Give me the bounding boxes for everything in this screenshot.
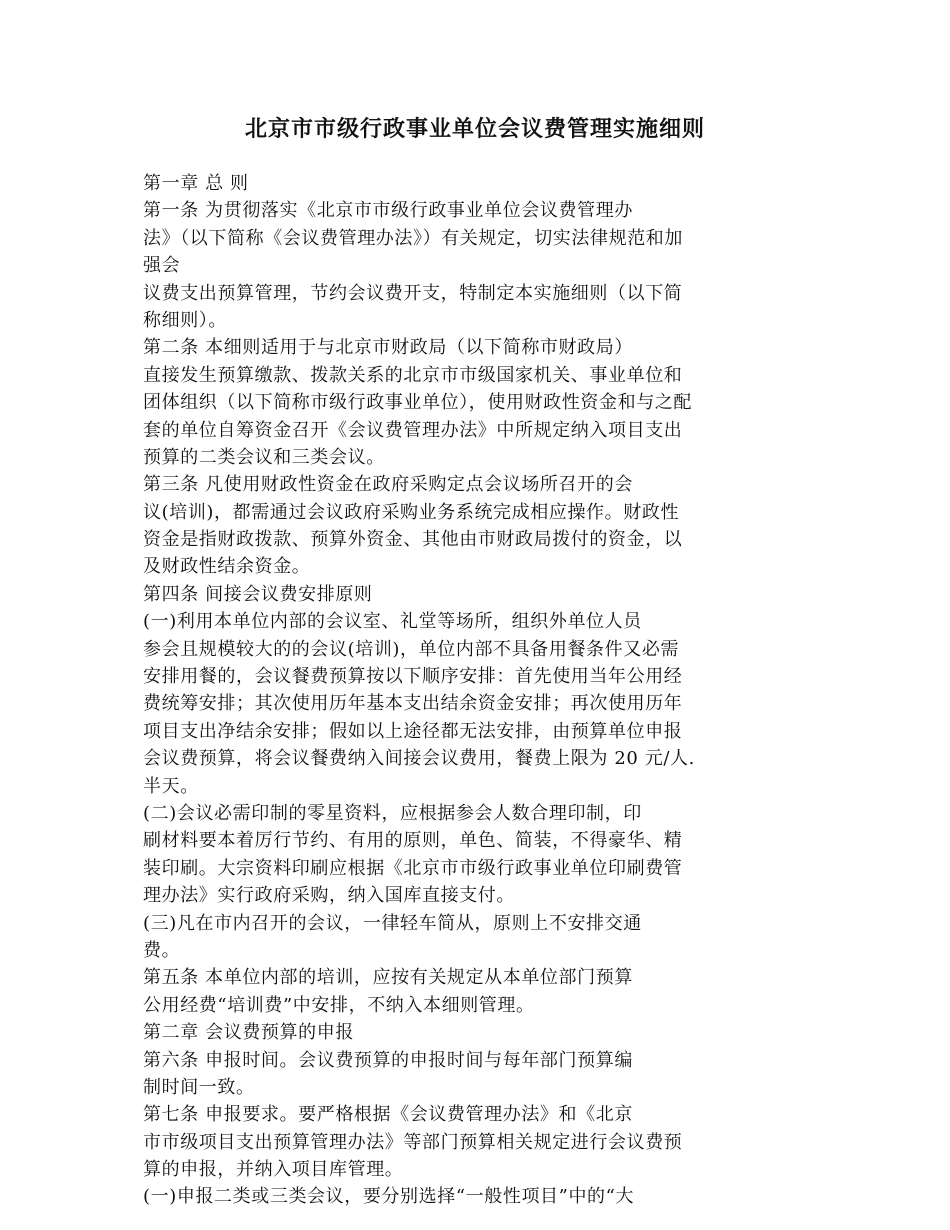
body-line: 装印刷。大宗资料印刷应根据《北京市市级行政事业单位印刷费管 [143,857,683,879]
body-line: 安排用餐的，会议餐费预算按以下顺序安排：首先使用当年公用经 [143,666,683,688]
body-line: (三)凡在市内召开的会议，一律轻车简从，原则上不安排交通 [143,912,642,934]
body-line: 套的单位自筹资金召开《会议费管理办法》中所规定纳入项目支出 [143,419,683,441]
body-line: (一)申报二类或三类会议，要分别选择“一般性项目”中的“大 [143,1186,635,1208]
body-line: 第三条 凡使用财政性资金在政府采购定点会议场所召开的会 [143,474,633,496]
body-line: 议(培训)，都需通过会议政府采购业务系统完成相应操作。财政性 [143,501,680,523]
body-line: 预算的二类会议和三类会议。 [143,446,385,468]
body-line: 第五条 本单位内部的培训，应按有关规定从本单位部门预算 [143,967,633,989]
body-line: 项目支出净结余安排；假如以上途径都无法安排，由预算单位申报 [143,720,683,742]
body-line: 第六条 申报时间。会议费预算的申报时间与每年部门预算编 [143,1049,633,1071]
body-line: 第一章 总 则 [143,173,249,194]
body-line: 公用经费“培训费”中安排，不纳入本细则管理。 [143,994,535,1016]
body-line: 团体组织（以下简称市级行政事业单位），使用财政性资金和与之配 [143,392,692,414]
body-line: 刷材料要本着厉行节约、有用的原则，单色、简装，不得豪华、精 [143,830,683,852]
body-line: 资金是指财政拨款、预算外资金、其他由市财政局拨付的资金，以 [143,529,683,551]
body-line: 及财政性结余资金。 [143,556,311,578]
body-line: 参会且规模较大的的会议(培训)，单位内部不具备用餐条件又必需 [143,638,680,660]
body-line: (二)会议必需印制的零星资料，应根据参会人数合理印制，印 [143,802,642,824]
body-line: 会议费预算，将会议餐费纳入间接会议费用，餐费上限为 20 元/人. [143,748,695,770]
body-line: 半天。 [143,775,199,797]
body-line: 法》（以下简称《会议费管理办法》）有关规定，切实法律规范和加 [143,227,683,249]
document-body [143,170,843,1211]
body-line: (一)利用本单位内部的会议室、礼堂等场所，组织外单位人员 [143,611,642,633]
body-line: 制时间一致。 [143,1076,255,1098]
body-line: 直接发生预算缴款、拨款关系的北京市市级国家机关、事业单位和 [143,364,683,386]
body-line: 理办法》实行政府采购，纳入国库直接支付。 [143,885,515,907]
body-line: 费。 [143,939,181,961]
body-line: 市市级项目支出预算管理办法》等部门预算相关规定进行会议费预 [143,1131,683,1153]
body-line: 第二条 本细则适用于与北京市财政局（以下简称市财政局） [143,337,633,359]
body-line: 第四条 间接会议费安排原则 [143,583,373,605]
body-line: 第一条 为贯彻落实《北京市市级行政事业单位会议费管理办 [143,200,633,222]
body-line: 算的申报，并纳入项目库管理。 [143,1159,404,1181]
body-line: 第七条 申报要求。要严格根据《会议费管理办法》和《北京 [143,1104,633,1126]
body-line: 称细则）。 [143,309,227,331]
body-line: 第二章 会议费预算的申报 [143,1022,354,1044]
document-title: 北京市市级行政事业单位会议费管理实施细则 [244,116,705,142]
body-line: 议费支出预算管理，节约会议费开支，特制定本实施细则（以下简 [143,282,683,304]
body-line: 强会 [143,255,181,277]
body-line: 费统筹安排；其次使用历年基本支出结余资金安排；再次使用历年 [143,693,683,715]
